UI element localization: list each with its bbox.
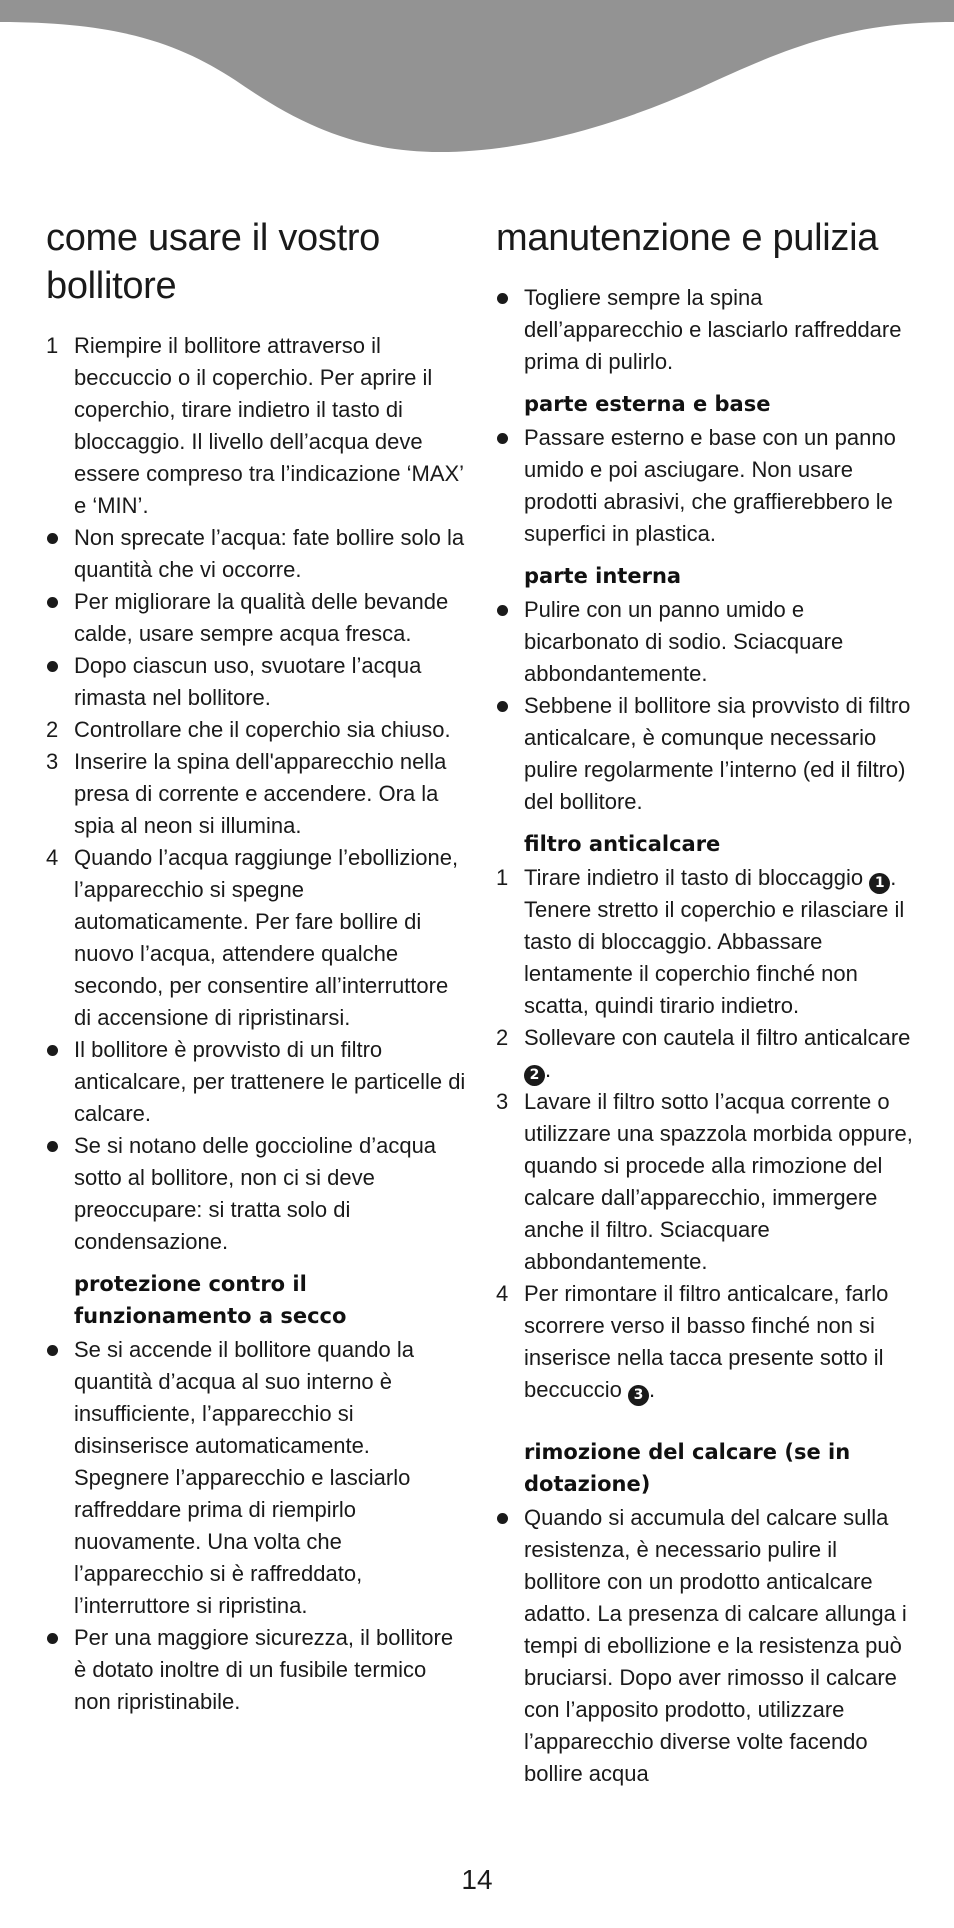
section-title-maintenance: manutenzione e pulizia (496, 217, 879, 259)
step-text: Tirare indietro il tasto di bloccaggio 1 . Tenere stretto il coperchio e rilasciare il tasto di bloccaggio. Abbassare lentamente il coperchio finché non scatta, quindi tirario indietro. (524, 865, 905, 1018)
item-text: Quando si accumula del calcare sulla resistenza, è necessario pulire il bollitore con un prodotto anticalcare adatto. La presenza di calcare allunga i tempi di ebollizione e la resistenza può bruciarsi. Dopo aver rimosso il calcare con l’apposito prodotto, utilizzare l’apparecchio diverse volte facendo bollire acqua (524, 1505, 907, 1786)
section-title-how-to-use: come usare il vostro bollitore (46, 217, 381, 307)
right-column (496, 214, 916, 1790)
list-item (46, 522, 466, 586)
list-item (46, 842, 466, 1034)
subheading-dry-protection: protezione contro il funzionamento a secco (74, 1272, 347, 1328)
list-item (46, 1034, 466, 1130)
item-text: Quando l’acqua raggiunge l’ebollizione, l’apparecchio si spegne automaticamente. Per fare bollire di nuovo l’acqua, attendere qualche secondo, per consentire all’interruttore di accensione di ripristinarsi. (74, 845, 459, 1030)
step-text: Lavare il filtro sotto l’acqua corrente o utilizzare una spazzola morbida oppure, quando si procede alla rimozione del calcare dall’apparecchio, immergere anche il filtro. Sciacquare abbondantemente. (524, 1089, 913, 1274)
list-item (496, 1502, 916, 1790)
filter-step-4 (496, 1278, 916, 1406)
list-item (46, 1622, 466, 1718)
filter-step-3 (496, 1086, 916, 1278)
item-text: Se si notano delle goccioline d’acqua sotto al bollitore, non ci si deve preoccupare: si tratta solo di condensazione. (74, 1133, 437, 1254)
item-text: Pulire con un panno umido e bicarbonato di sodio. Sciacquare abbondantemente. (524, 597, 844, 686)
list-item (496, 690, 916, 818)
subheading-exterior: parte esterna e base (524, 392, 771, 416)
list-item (46, 714, 466, 746)
item-text: Controllare che il coperchio sia chiuso. (74, 717, 451, 742)
page-number: 14 (461, 1864, 493, 1895)
item-text: Passare esterno e base con un panno umido e poi asciugare. Non usare prodotti abrasivi, che graffierebbero le superfici in plastica. (524, 425, 896, 546)
item-text: Inserire la spina dell'apparecchio nella presa di corrente e accendere. Ora la spia al neon si illumina. (74, 749, 447, 838)
filter-step-1 (496, 862, 916, 1022)
list-item (46, 1130, 466, 1258)
item-text: Dopo ciascun uso, svuotare l’acqua rimasta nel bollitore. (74, 653, 422, 710)
item-text: Se si accende il bollitore quando la quantità d’acqua al suo interno è insufficiente, l’apparecchio si disinserisce automaticamente. Spegnere l’apparecchio e lasciarlo raffreddare prima di riempirlo nuovamente. Una volta che l’apparecchio si è raffreddato, l’interruttore si ripristina. (74, 1337, 415, 1618)
list-item (46, 330, 466, 522)
callout-number-icon: 1 (869, 873, 890, 894)
list-item (46, 1334, 466, 1622)
step-number: 4 (46, 845, 59, 870)
step-number: 1 (496, 865, 509, 890)
step-number: 3 (496, 1089, 509, 1114)
item-text: Non sprecate l’acqua: fate bollire solo la quantità che vi occorre. (74, 525, 465, 582)
list-item (496, 282, 916, 378)
left-column (46, 214, 466, 1718)
item-text: Il bollitore è provvisto di un filtro anticalcare, per trattenere le particelle di calcare. (74, 1037, 466, 1126)
callout-number-icon: 3 (628, 1385, 649, 1406)
usage-list (46, 330, 466, 1258)
list-item (496, 594, 916, 690)
subheading-filter: filtro anticalcare (524, 832, 721, 856)
step-number: 4 (496, 1281, 509, 1306)
item-text: Sebbene il bollitore sia provvisto di filtro anticalcare, è comunque necessario pulire regolarmente l’interno (ed il filtro) del bollitore. (524, 693, 911, 814)
list-item (496, 422, 916, 550)
step-number: 3 (46, 749, 59, 774)
callout-number-icon: 2 (524, 1065, 545, 1086)
item-text: Riempire il bollitore attraverso il beccuccio o il coperchio. Per aprire il coperchio, tirare indietro il tasto di bloccaggio. Il livello dell’acqua deve essere compreso tra l’indicazione ‘MAX’ e ‘MIN’. (74, 333, 464, 518)
step-number: 2 (46, 717, 59, 742)
subheading-interior: parte interna (524, 564, 682, 588)
step-number: 1 (46, 333, 59, 358)
header-wave-decoration (0, 0, 954, 160)
dry-protection-list (46, 1334, 466, 1718)
step-text: Sollevare con cautela il filtro anticalcare 2 . (524, 1025, 910, 1082)
filter-step-2 (496, 1022, 916, 1086)
list-item (46, 650, 466, 714)
item-text: Per migliorare la qualità delle bevande calde, usare sempre acqua fresca. (74, 589, 449, 646)
step-text: Per rimontare il filtro anticalcare, farlo scorrere verso il basso finché non si inserisce nella tacca presente sotto il beccuccio 3 . (524, 1281, 888, 1402)
subheading-descaling: rimozione del calcare (se in dotazione) (524, 1440, 851, 1496)
step-number: 2 (496, 1025, 509, 1050)
list-item (46, 746, 466, 842)
item-text: Togliere sempre la spina dell’apparecchio e lasciarlo raffreddare prima di pulirlo. (524, 285, 902, 374)
item-text: Per una maggiore sicurezza, il bollitore è dotato inoltre di un fusibile termico non ripristinabile. (74, 1625, 454, 1714)
list-item (46, 586, 466, 650)
